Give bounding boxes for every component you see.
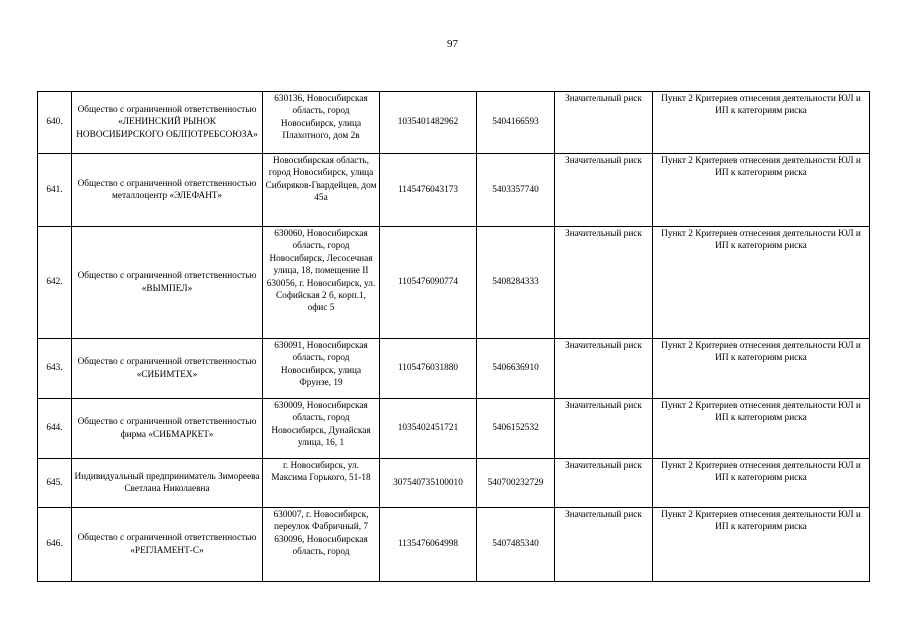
table-row	[38, 508, 870, 582]
risk-registry-table	[37, 91, 870, 582]
risk-category: Значительный риск	[555, 227, 653, 339]
page-number: 97	[447, 38, 458, 50]
row-number: 641.	[38, 154, 72, 227]
row-number: 644.	[38, 399, 72, 459]
entity-ogrn: 1105476090774	[380, 227, 477, 339]
entity-name: Общество с ограниченной ответственностью «ВЫМПЕЛ»	[72, 227, 263, 339]
table-row	[38, 92, 870, 154]
risk-category: Значительный риск	[555, 399, 653, 459]
entity-address: 630007, г. Новосибирск, переулок Фабричный, 7 630096, Новосибирская область, город	[263, 508, 380, 582]
entity-address: 630060, Новосибирская область, город Новосибирск, Лесосечная улица, 18, помещение II 630056, г. Новосибирск, ул. Софийская 2 б, корп.1, офис 5	[263, 227, 380, 339]
entity-address: 630091, Новосибирская область, город Новосибирск, улица Фрунзе, 19	[263, 339, 380, 399]
risk-basis: Пункт 2 Критериев отнесения деятельности ЮЛ и ИП к категориям риска	[653, 227, 870, 339]
entity-ogrn: 1105476031880	[380, 339, 477, 399]
risk-basis: Пункт 2 Критериев отнесения деятельности ЮЛ и ИП к категориям риска	[653, 508, 870, 582]
entity-ogrn: 1035401482962	[380, 92, 477, 154]
risk-category: Значительный риск	[555, 339, 653, 399]
risk-category: Значительный риск	[555, 459, 653, 508]
row-number: 646.	[38, 508, 72, 582]
entity-address: г. Новосибирск, ул. Максима Горького, 51-18	[263, 459, 380, 508]
entity-inn: 5407485340	[477, 508, 555, 582]
entity-inn: 5406636910	[477, 339, 555, 399]
entity-name: Общество с ограниченной ответственностью «РЕГЛАМЕНТ-С»	[72, 508, 263, 582]
row-number: 643.	[38, 339, 72, 399]
risk-category: Значительный риск	[555, 508, 653, 582]
row-number: 642.	[38, 227, 72, 339]
entity-address: 630009, Новосибирская область, город Новосибирск, Дунайская улица, 16, 1	[263, 399, 380, 459]
entity-address: Новосибирская область, город Новосибирск, улица Сибиряков-Гвардейцев, дом 45а	[263, 154, 380, 227]
risk-category: Значительный риск	[555, 92, 653, 154]
table-row	[38, 399, 870, 459]
entity-inn: 5404166593	[477, 92, 555, 154]
row-number: 640.	[38, 92, 72, 154]
table-row	[38, 154, 870, 227]
risk-category: Значительный риск	[555, 154, 653, 227]
row-number: 645.	[38, 459, 72, 508]
entity-name: Индивидуальный предприниматель Зимореева Светлана Николаевна	[72, 459, 263, 508]
entity-ogrn: 1035402451721	[380, 399, 477, 459]
entity-name: Общество с ограниченной ответственностью «СИБИМТЕХ»	[72, 339, 263, 399]
table-row	[38, 227, 870, 339]
risk-basis: Пункт 2 Критериев отнесения деятельности ЮЛ и ИП к категориям риска	[653, 339, 870, 399]
table-row	[38, 339, 870, 399]
entity-name: Общество с ограниченной ответственностью «ЛЕНИНСКИЙ РЫНОК НОВОСИБИРСКОГО ОБЛПОТРЕБСОЮЗА»	[72, 92, 263, 154]
risk-basis: Пункт 2 Критериев отнесения деятельности ЮЛ и ИП к категориям риска	[653, 399, 870, 459]
entity-name: Общество с ограниченной ответственностью фирма «СИБМАРКЕТ»	[72, 399, 263, 459]
entity-inn: 540700232729	[477, 459, 555, 508]
entity-inn: 5406152532	[477, 399, 555, 459]
entity-inn: 5403357740	[477, 154, 555, 227]
risk-basis: Пункт 2 Критериев отнесения деятельности ЮЛ и ИП к категориям риска	[653, 459, 870, 508]
table-row	[38, 459, 870, 508]
entity-ogrn: 1145476043173	[380, 154, 477, 227]
risk-basis: Пункт 2 Критериев отнесения деятельности ЮЛ и ИП к категориям риска	[653, 92, 870, 154]
entity-ogrn: 1135476064998	[380, 508, 477, 582]
entity-name: Общество с ограниченной ответственностью металлоцентр «ЭЛЕФАНТ»	[72, 154, 263, 227]
entity-address: 630136, Новосибирская область, город Новосибирск, улица Плахотного, дом 2в	[263, 92, 380, 154]
entity-inn: 5408284333	[477, 227, 555, 339]
entity-ogrn: 307540735100010	[380, 459, 477, 508]
risk-basis: Пункт 2 Критериев отнесения деятельности ЮЛ и ИП к категориям риска	[653, 154, 870, 227]
